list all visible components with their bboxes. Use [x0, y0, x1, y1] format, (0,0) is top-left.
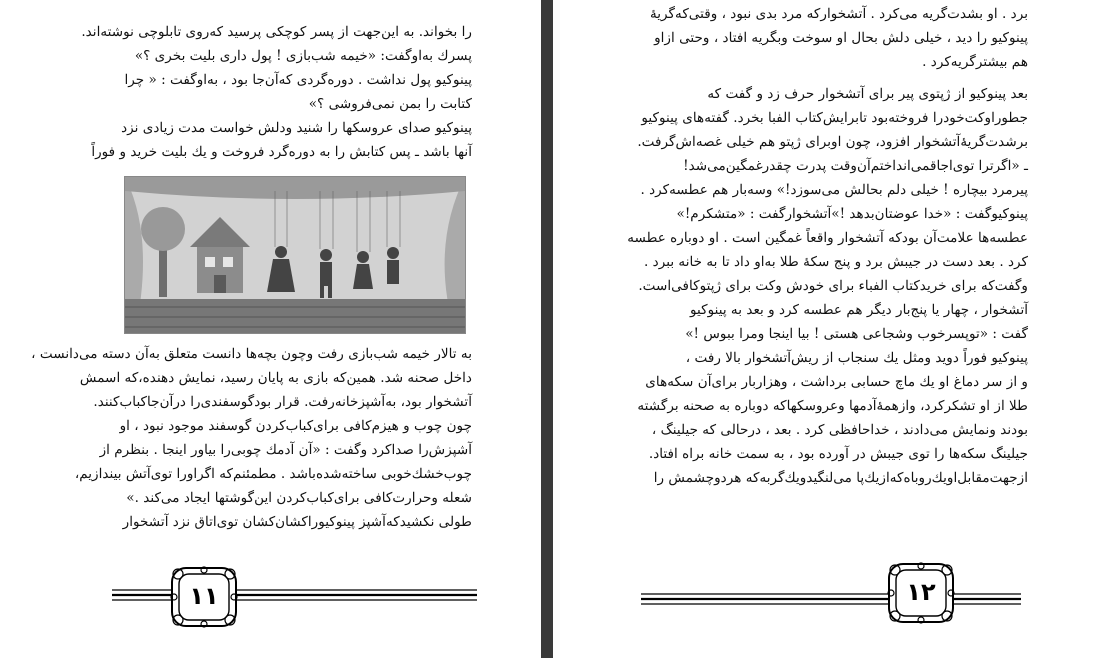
text-line: پینوکیو را دید ، خیلی دلش بحال او سوخت وبگریه افتاد ، وحتی ازاو [654, 30, 1028, 46]
text-line: به تالار خیمه شب‌بازی رفت وچون بچه‌ها دانست متعلق به‌آن دسته می‌دانست ، [31, 346, 472, 362]
footer-ornament [112, 580, 477, 614]
text-line: ـ «اگرترا توی‌اجاقمی‌انداختم‌آن‌وقت پدرت چقدرغمگین‌می‌شد! [683, 158, 1028, 174]
text-line: بودند ونمایش می‌دادند ، خداحافظی کرد . بعد ، درحالی که جیلینگ ، [651, 422, 1028, 438]
footer-ornament [641, 584, 1021, 618]
text-line: پینوکیو پول نداشت . دوره‌گردی که‌آن‌جا بود ، به‌اوگفت : « چرا [124, 72, 472, 88]
text-line: آشپزش‌را صداکرد وگفت : «آن آدمك چوبی‌را بیاور اینجا . بنظرم از [99, 442, 472, 458]
text-line: ازجهت‌مقابل‌اویك‌روباه‌که‌ازیك‌پا می‌لنگید‌ویك‌گربه‌که هردوچشمش را [653, 470, 1028, 486]
text-line: جیلینگ سکه‌ها را توی جیبش در آورده بود ، به سمت خانه براه افتاد. [648, 446, 1028, 462]
text-line: هم بیشترگریه‌کرد . [922, 54, 1028, 70]
right-text [628, 2, 1028, 490]
text-line: داخل صحنه شد. همین‌که بازی به پایان رسید، نمایش دهنده،که اسمش [79, 370, 472, 386]
text-line: بعد پینوکیو از ژپتوی پیر برای آتشخوار حرف زد و گفت که [707, 86, 1028, 102]
text-line: شعله وحرارت‌کافی برای‌کباب‌کردن این‌گوشتها ایجاد می‌کند .» [126, 490, 472, 506]
page-number: ۱۲ [906, 578, 936, 606]
left-top-text [81, 20, 472, 164]
text-line: را بخواند. به این‌جهت از پسر کوچکی پرسید که‌روی تابلوچی نوشته‌اند. [81, 24, 472, 40]
text-line: کرد . بعد دست در جیبش برد و پنج سکهٔ طلا به‌او داد تا به خانه ببرد . [644, 254, 1028, 270]
text-line: جطوراوکت‌خودرا فروخته‌بود تابرایش‌کتاب الفبا بخرد. گفته‌های پینوکیو [641, 110, 1028, 126]
puppet-show-illustration [124, 176, 466, 334]
text-line: پیرمرد بیچاره ! خیلی دلم بحالش می‌سوزد!» وسه‌بار هم عطسه‌کرد . [640, 182, 1028, 198]
left-bottom-text [31, 342, 472, 534]
book-gutter [541, 0, 553, 658]
text-line: برشدت‌گریهٔ‌آتشخوار افزود، چون اوبرای ژپتو هم خیلی غصه‌اش‌گرفت. [637, 134, 1028, 150]
text-line: چون چوب و هیزم‌کافی برای‌کباب‌کردن گوسفند موجود نبود ، او [119, 418, 472, 434]
text-line: عطسه‌ها علامت‌آن بودکه آتشخوار واقعاً غمگین است . او دوباره عطسه [627, 230, 1028, 246]
text-line: گفت : «توپسرخوب وشجاعی هستی ! بیا اینجا ومرا ببوس !» [685, 326, 1028, 342]
text-line: آتشخوار ، چهار یا پنج‌بار دیگر هم عطسه کرد و بعد به پینوکیو [690, 302, 1028, 318]
right-page [553, 0, 1093, 658]
text-line: کتابت را بمن نمی‌فروشی ؟» [308, 96, 472, 112]
text-line: چوب‌خشك‌خوبی ساخته‌شده‌باشد . مطمئنم‌که اگراورا توی‌آتش بیندازیم، [74, 466, 472, 482]
text-line: پینوکیو فوراً دوید ومثل يك سنجاب از ریش‌آتشخوار بالا رفت ، [685, 350, 1028, 366]
text-line: آتشخوار بود، به‌آشپزخانه‌رفت. قرار بودگوسفندی‌را درآن‌جاکباب‌کنند. [93, 394, 472, 410]
text-line: پینوکیو صدای عروسکها را شنید ودلش خواست مدت زیادی نزد [121, 120, 472, 136]
text-line: وگفت‌که برای خریدکتاب الفباء برای خودش وکت برای ژپتوکافی‌است. [638, 278, 1028, 294]
page-number: ۱۱ [189, 582, 219, 610]
left-page [0, 0, 541, 658]
text-line: و از سر دماغ او يك ماچ حسابی برداشت ، وهزاربار برای‌آن سکه‌های [645, 374, 1028, 390]
text-line: طلا از او تشکرکرد، وازهمهٔ‌آدمها وعروسکهاکه دوباره به صحنه برگشته [637, 398, 1028, 414]
text-line: طولی نکشیدکه‌آشپز پینوکیوراکشان‌کشان توی‌اتاق نزد آتشخوار [122, 514, 472, 530]
text-line: پینوکیوگفت : «خدا عوضتان‌بدهد !»آتشخوارگفت : «متشکرم!» [676, 206, 1028, 222]
text-line: برد . او بشدت‌گریه می‌کرد . آتشخوارکه مرد بدی نبود ، وقتی‌که‌گریهٔ [649, 6, 1028, 22]
puppet-show-drawing [125, 177, 465, 333]
text-line: آنها باشد ـ پس کتابش را به دوره‌گرد فروخت و يك بلیت خرید و فوراً [91, 144, 472, 160]
text-line: پسرك به‌اوگفت: «خیمه شب‌بازی ! پول داری بلیت بخری ؟» [134, 48, 472, 64]
